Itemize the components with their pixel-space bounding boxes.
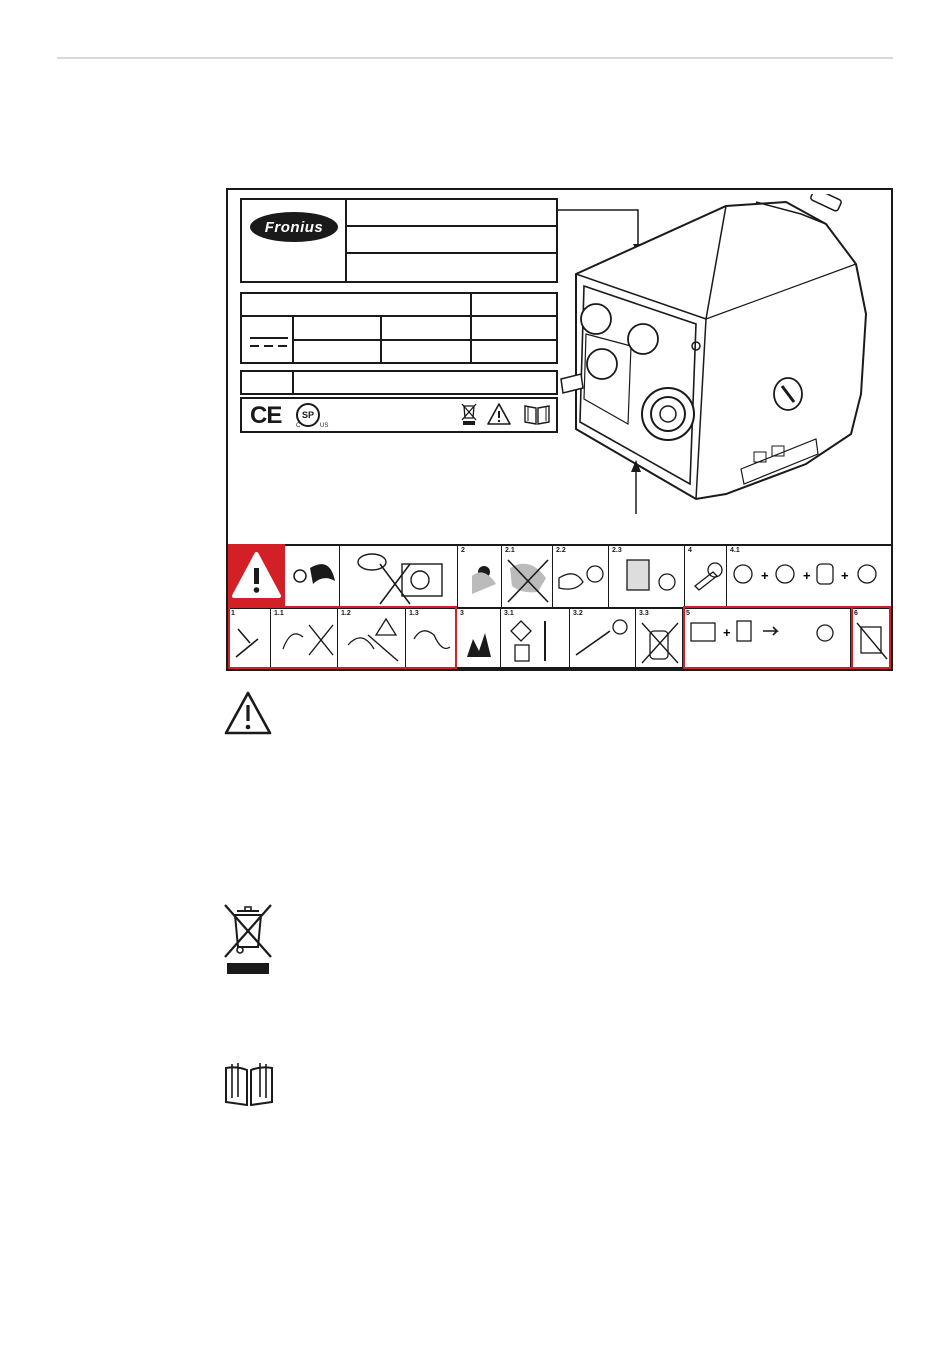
plate-field-12 [240,370,294,395]
tile-number: 6 [854,610,858,617]
tile-number: 2.3 [612,547,622,554]
rating-plate-figure [226,188,893,671]
plate-field-9 [292,339,382,364]
tile-3-2 [570,609,636,667]
rating-plate [240,198,558,429]
tile-6 [851,609,891,667]
tile-number: 1 [231,610,235,617]
tile-number: 3 [460,610,464,617]
tile-1-3 [406,609,457,667]
tile-5 [683,609,851,667]
wire-feeder-illustration [556,194,891,514]
plate-field-3 [345,252,558,283]
tile-2-2 [553,546,609,607]
plate-field-11 [470,339,558,364]
tile-3-3 [636,609,683,667]
warning-sign-icon [228,544,285,608]
tile-number: 3.3 [639,610,649,617]
warning-triangle-icon [223,690,273,736]
fronius-logo: Fronius [250,212,338,242]
ce-mark: CE [250,402,282,429]
tile-1-1 [271,609,338,667]
dc-symbol-icon [250,337,288,347]
danger-sign [228,544,285,608]
tile-2 [458,546,502,607]
csa-c-label: C [296,423,301,429]
tile-3-1 [501,609,570,667]
logo-box [240,198,347,283]
tile-number: 4.1 [730,547,740,554]
tile-4 [685,546,727,607]
tile-number: 1.3 [409,610,419,617]
tile-machine-hazard [340,546,458,607]
tile-2-1 [502,546,553,607]
tile-1 [228,609,271,667]
svg-text:+: + [723,625,731,640]
dc-symbol-box [240,315,294,364]
tile-number: 2 [461,547,465,554]
plate-field-10 [380,339,472,364]
tile-hand-hazard [285,546,340,607]
svg-text:+: + [841,568,849,583]
marks-row [240,397,558,433]
tile-2-3 [609,546,685,607]
tile-number: 2.1 [505,547,515,554]
warning-small-icon [487,403,511,425]
header-rule [57,57,893,59]
plate-field-13 [292,370,558,395]
tile-3 [457,609,501,667]
tile-number: 1.2 [341,610,351,617]
plate-field-5 [470,292,558,317]
crossed-out-bin-icon [223,903,273,975]
tile-number: 1.1 [274,610,284,617]
open-book-icon [223,1060,275,1106]
csa-mark: SP [296,403,320,427]
csa-us-label: US [320,423,329,429]
plate-field-6 [292,315,382,341]
plate-field-8 [470,315,558,341]
svg-text:+: + [761,568,769,583]
tile-4-1 [727,546,891,607]
weee-icon [460,402,478,426]
tile-number: 4 [688,547,692,554]
manual-small-icon [523,403,551,425]
tile-number: 3.2 [573,610,583,617]
plate-field-7 [380,315,472,341]
tile-number: 3.1 [504,610,514,617]
plate-field-4 [240,292,472,317]
tile-1-2 [338,609,406,667]
plate-field-2 [345,225,558,254]
tile-number: 5 [686,610,690,617]
safety-label-strip [228,544,891,669]
svg-text:+: + [803,568,811,583]
plate-field-1 [345,198,558,227]
tile-number: 2.2 [556,547,566,554]
